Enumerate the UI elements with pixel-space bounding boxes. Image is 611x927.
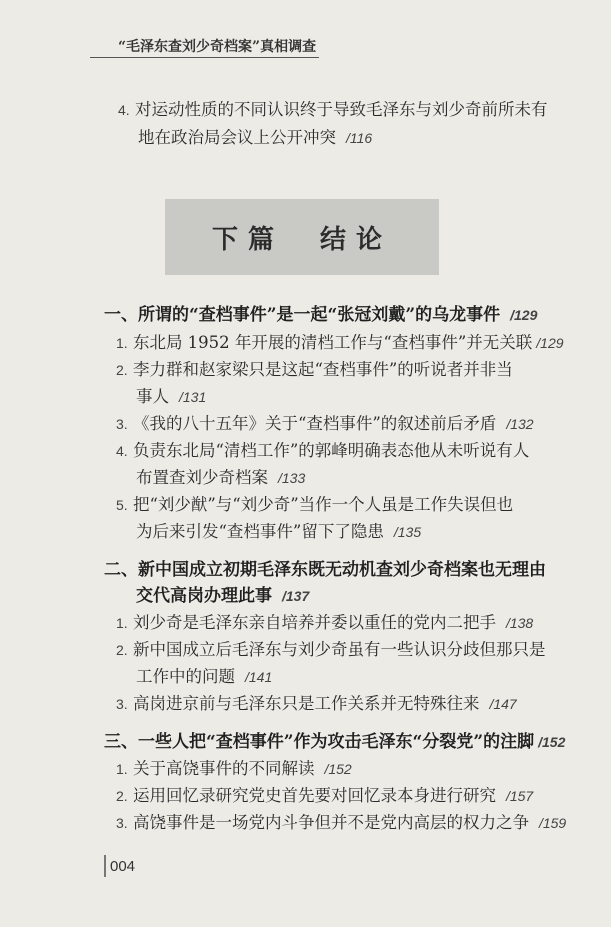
toc-item-title: 关于高饶事件的不同解读 <box>132 759 315 778</box>
toc-item-number: 2. <box>116 362 128 378</box>
page-number: /137 <box>282 588 310 604</box>
page-number: /116 <box>346 130 373 146</box>
toc-item-line <box>116 786 533 806</box>
toc-item-number: 4. <box>116 443 128 459</box>
toc-item-number: 2. <box>116 788 128 804</box>
page-number: /133 <box>278 470 306 486</box>
toc-item-line <box>136 468 305 488</box>
toc-item-line <box>136 387 206 407</box>
toc-item-number: 1. <box>116 615 128 631</box>
toc-item-title: 运用回忆录研究党史首先要对回忆录本身进行研究 <box>132 786 496 805</box>
toc-item-line <box>116 640 545 660</box>
page-number: /129 <box>510 307 538 323</box>
toc-item-title: 新中国成立后毛泽东与刘少奇虽有一些认识分歧但那只是 <box>132 640 546 659</box>
toc-item-title: 高岗进京前与毛泽东只是工作关系并无特殊往来 <box>132 694 480 713</box>
toc-item-line <box>116 759 352 779</box>
toc-item-line <box>116 414 534 434</box>
page-number: /159 <box>538 815 567 831</box>
running-head-rule <box>114 57 319 58</box>
toc-item-number: 1. <box>116 761 128 777</box>
toc-item-title: 布置查刘少奇档案 <box>136 468 268 487</box>
toc-item-line <box>116 360 513 380</box>
toc-item-line <box>116 333 564 353</box>
toc-item-line <box>116 813 566 833</box>
section-title: 三、一些人把“查档事件”作为攻击毛泽东“分裂党”的注脚 <box>104 732 535 752</box>
page-number: /152 <box>324 761 352 777</box>
section-heading <box>104 560 546 580</box>
toc-item-title: 《我的八十五年》关于“查档事件”的叙述前后矛盾 <box>132 414 497 433</box>
toc-item-title: 地在政治局会议上公开冲突 <box>138 128 336 147</box>
page-number: /141 <box>245 669 273 685</box>
section-title: 一、所谓的“查档事件”是一起“张冠刘戴”的乌龙事件 <box>104 305 501 325</box>
page-number: /135 <box>393 524 422 540</box>
section-title: 二、新中国成立初期毛泽东既无动机查刘少奇档案也无理由 <box>104 560 546 580</box>
part-title: 下篇 结论 <box>211 224 392 255</box>
running-head: “毛泽东查刘少奇档案”真相调查 <box>118 39 317 55</box>
toc-item-line <box>136 667 272 687</box>
page-number: /138 <box>505 615 534 631</box>
running-head-rule-left <box>90 57 114 58</box>
toc-item-title: 高饶事件是一场党内斗争但并不是党内高层的权力之争 <box>132 813 529 832</box>
toc-item-line <box>118 100 547 120</box>
toc-item-line <box>138 128 372 148</box>
page-number: /129 <box>536 335 564 351</box>
toc-item-line <box>116 495 513 515</box>
toc-item-number: 2. <box>116 642 128 658</box>
toc-item-title: 东北局 1952 年开展的清档工作与“查档事件”并无关联 <box>132 333 533 352</box>
toc-item-title: 刘少奇是毛泽东亲自培养并委以重任的党内二把手 <box>132 613 496 632</box>
page-number: /131 <box>179 389 207 405</box>
toc-item-number: 1. <box>116 335 128 351</box>
toc-item-title: 对运动性质的不同认识终于导致毛泽东与刘少奇前所未有 <box>134 100 548 119</box>
toc-item-title: 李力群和赵家梁只是这起“查档事件”的听说者并非当 <box>132 360 513 379</box>
toc-item-line <box>116 613 533 633</box>
toc-item-number: 3. <box>116 815 128 831</box>
toc-item-title: 把“刘少猷”与“刘少奇”当作一个人虽是工作失误但也 <box>132 495 514 514</box>
page-number: /132 <box>506 416 534 432</box>
toc-item-title: 工作中的问题 <box>136 667 235 686</box>
section-title: 交代高岗办理此事 <box>136 586 272 606</box>
section-heading <box>104 305 537 325</box>
toc-item-number: 3. <box>116 696 128 712</box>
toc-item-title: 事人 <box>136 387 169 406</box>
toc-item-line <box>116 694 517 714</box>
toc-item-title: 为后来引发“查档事件”留下了隐患 <box>136 522 384 541</box>
toc-item-line <box>116 441 529 461</box>
page-number: /157 <box>505 788 534 804</box>
section-heading <box>136 586 309 606</box>
toc-item-number: 3. <box>116 416 128 432</box>
part-heading-box <box>165 199 439 275</box>
folio-bar <box>104 855 106 877</box>
toc-item-title: 负责东北局“清档工作”的郭峰明确表态他从未听说有人 <box>132 441 530 460</box>
page-number: /147 <box>489 696 517 712</box>
page-number: /152 <box>538 734 566 750</box>
toc-item-line <box>136 522 421 542</box>
folio-page-number: 004 <box>110 858 136 875</box>
toc-item-number: 5. <box>116 497 128 513</box>
toc-item-number: 4. <box>118 102 130 118</box>
section-heading <box>104 732 565 752</box>
